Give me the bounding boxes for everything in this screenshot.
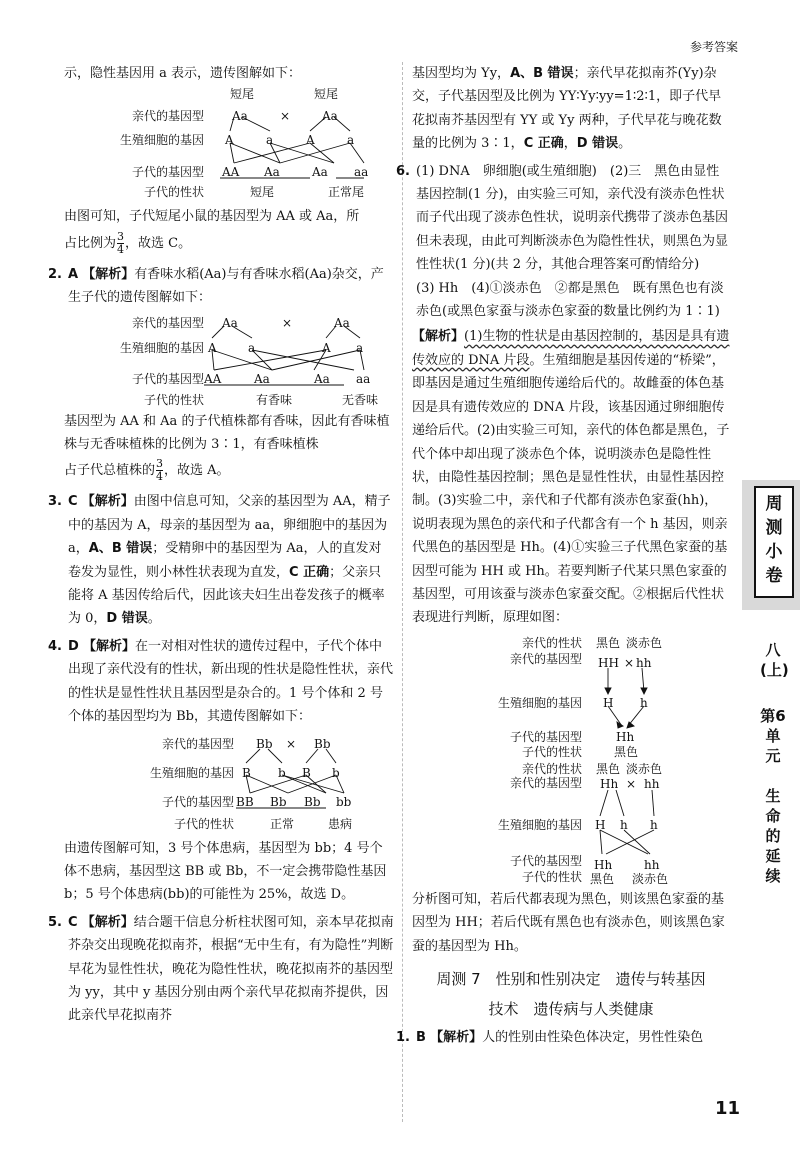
offspring-genotype: Aa xyxy=(312,165,328,180)
question-6 xyxy=(396,160,730,324)
analysis-label: 【解析】 xyxy=(412,329,465,345)
row-label-offspring-genotype: 子代的基因型 xyxy=(509,853,582,868)
offspring-genotype: Hh xyxy=(594,857,613,872)
offspring-genotype: Bb xyxy=(270,794,287,809)
verdict: D 错误 xyxy=(576,136,619,152)
text: 由图中信息可知，父亲的基因型为 AA，精子中的基因为 A，母亲的基因型为 aa，卵细胞中的基因为 a， xyxy=(68,494,391,557)
key-point: (1)生物的性状是由基因控制的，基因是具有遗传效应的 DNA 片段 xyxy=(412,329,730,368)
text: 。 xyxy=(147,611,161,627)
question-5-continued xyxy=(412,62,730,156)
cross-symbol: × xyxy=(286,736,297,751)
cross-symbol: × xyxy=(626,776,637,791)
analysis-6 xyxy=(412,325,730,629)
gamete: A xyxy=(322,340,331,355)
text: ，故选 A。 xyxy=(164,463,230,479)
offspring-genotype: Aa xyxy=(264,165,280,180)
side-tab-box xyxy=(754,486,794,598)
verdict: C 正确 xyxy=(289,564,330,580)
text: 占子代总植株的 xyxy=(64,463,156,479)
parent-genotype: HH xyxy=(598,655,619,670)
parent-trait-2: 短尾 xyxy=(314,87,339,102)
parent-trait: 淡赤色 xyxy=(626,635,663,650)
conclusion-1-line2 xyxy=(64,229,394,259)
conclusion-4: 由遗传图解可知，3 号个体患病，基因型为 bb；4 号个体不患病，基因型这 BB 或 Bb，不一定会携带隐性基因 b；5 号个体患病(bb)的可能性为 25%，故选 D。 xyxy=(64,840,387,903)
row-label-gametes: 生殖细胞的基因 xyxy=(119,133,204,148)
offspring-trait: 短尾 xyxy=(250,185,275,200)
analysis-conclusion: 分析图可知，若后代都表现为黑色，则该黑色家蚕的基因型为 HH；若后代既有黑色也有淡赤色，则该黑色家蚕的基因型为 Hh。 xyxy=(412,891,725,954)
row-label-offspring-trait: 子代的性状 xyxy=(521,744,582,759)
row-label-offspring-trait: 子代的性状 xyxy=(143,185,204,200)
text: 在一对相对性状的遗传过程中，子代个体中出现了亲代没有的性状，新出现的性状是隐性性状，亲代的性状是显性性状且基因型是杂合的。1 号个体和 2 号个体的基因型均为 Bb，其遗传图解如下： xyxy=(68,638,394,725)
question-number: 4. xyxy=(48,638,62,654)
text: 结合题干信息分析柱状图可知，亲本早花拟南芥杂交出现晚花拟南芥，根据“无中生有，有为隐性”判断早花为显性性状，晚花为隐性性状，晚花拟南芥的基因型为 yy，其中 y 基因分别由两个亲代早花拟南芥提供，因此亲代早花拟南芥 xyxy=(68,914,394,1024)
gamete: a xyxy=(266,133,274,148)
row-label-gametes: 生殖细胞的基因 xyxy=(497,695,582,710)
offspring-genotype: Aa xyxy=(254,371,270,386)
genetic-diagram-4 xyxy=(64,729,394,837)
question-number: 2. xyxy=(48,266,62,282)
parent-trait: 黑色 xyxy=(596,635,621,650)
row-label-offspring-trait: 子代的性状 xyxy=(173,816,234,831)
answer: D xyxy=(68,638,79,654)
parent-genotype-1: Aa xyxy=(232,109,248,124)
side-unit: 第6单元 xyxy=(760,707,786,765)
answer: C xyxy=(68,914,78,930)
gamete: h xyxy=(620,817,628,832)
cross-symbol: × xyxy=(624,655,635,670)
row-label-offspring-genotype: 子代的基因型 xyxy=(161,794,234,809)
fraction xyxy=(117,231,124,256)
analysis-label: 【解析】 xyxy=(81,914,134,930)
row-label-offspring-trait: 子代的性状 xyxy=(521,869,582,884)
question-1 xyxy=(396,1026,730,1049)
answer: C xyxy=(68,494,78,510)
parent-trait-1: 短尾 xyxy=(230,87,255,102)
row-label-offspring-genotype: 子代的基因型 xyxy=(131,371,204,386)
text: 基因型均为 Yy， xyxy=(412,66,511,81)
parent-genotype: hh xyxy=(636,655,652,670)
side-grade: 八(上) xyxy=(760,641,789,679)
section-title-line2: 技术 遗传病与人类健康 xyxy=(488,999,654,1018)
row-label-parent-trait: 亲代的性状 xyxy=(521,761,582,776)
offspring-genotype: aa xyxy=(356,371,371,386)
offspring-genotype: bb xyxy=(336,794,352,809)
numerator: 3 xyxy=(117,229,125,243)
offspring-trait: 淡赤色 xyxy=(632,871,669,886)
parent-genotype-2: Aa xyxy=(334,315,350,330)
row-label-parent-genotype: 亲代的基因型 xyxy=(509,775,582,790)
analysis-label: 【解析】 xyxy=(81,494,134,510)
question-number: 1. xyxy=(396,1029,410,1045)
text: 。生殖细胞是基因传递的“桥梁”，即基因是通过生殖细胞传递给后代的。故雌蚕的体色基因是具有遗传效应的 DNA 片段，该基因通过卵细胞传递给后代。(2)由实验三可知，亲代的体色都是黑色，子代个体中却出现了淡赤色个体，说明淡赤色是隐性性状，由隐性基因控制；黑色是显性性状，由显性基因控制。(3)实验二中，亲代和子代都有淡赤色家蚕(hh)，说明表现为黑色的亲代和子代都含有一个 h 基因，则亲代黑色的基因型是 Hh。(4)①实验三子代黑色家蚕的基因型可能为 HH 或 Hh。若要判断子代某只黑色家蚕的基因型，可用该蚕与淡赤色家蚕交配。②根据后代性状表现进行判断，原理如图： xyxy=(412,352,730,626)
offspring-genotype: aa xyxy=(354,165,369,180)
gamete: A xyxy=(306,133,315,148)
parent-genotype-1: Aa xyxy=(222,315,238,330)
text: 人的性别由性染色体决定，男性性染色 xyxy=(482,1029,704,1045)
offspring-genotype: AA xyxy=(222,165,240,180)
text: 。 xyxy=(618,136,632,152)
offspring-trait: 无香味 xyxy=(342,392,379,407)
parent-genotype-2: Aa xyxy=(322,109,338,124)
text: ， xyxy=(563,136,577,152)
offspring-trait: 有香味 xyxy=(256,392,293,407)
verdict: A、B 错误 xyxy=(88,541,153,557)
numerator: 3 xyxy=(156,457,164,471)
fraction xyxy=(156,458,163,483)
left-column xyxy=(48,62,394,1028)
denominator: 4 xyxy=(156,470,164,484)
answer: A xyxy=(68,266,79,282)
row-label-parent-genotype: 亲代的基因型 xyxy=(509,651,582,666)
question-5 xyxy=(48,911,394,1028)
gamete: h xyxy=(640,695,648,710)
answer: B xyxy=(416,1029,426,1045)
text: 占比例为 xyxy=(64,235,117,251)
gamete: b xyxy=(332,765,340,780)
analysis-label: 【解析】 xyxy=(82,266,135,282)
conclusion-2-line2 xyxy=(64,456,394,486)
gamete: B xyxy=(242,765,251,780)
row-label-parent-genotype: 亲代的基因型 xyxy=(131,315,204,330)
cross-symbol: × xyxy=(282,315,293,330)
question-4 xyxy=(48,635,394,729)
gamete: b xyxy=(278,765,286,780)
gamete: A xyxy=(208,340,217,355)
verdict: D 错误 xyxy=(106,611,148,627)
text: ；父亲只能将 A 基因传给后代，因此该夫妇生出卷发孩子的概率为 0， xyxy=(68,564,385,627)
parent-genotype-1: Bb xyxy=(256,736,273,751)
parent-trait: 淡赤色 xyxy=(626,761,663,776)
section-title-line1: 周测 7 性别和性别决定 遗传与转基因 xyxy=(436,969,706,988)
parent-trait: 黑色 xyxy=(596,761,621,776)
genetic-diagram-2 xyxy=(64,310,394,410)
parent-genotype: hh xyxy=(644,776,660,791)
row-label-parent-genotype: 亲代的基因型 xyxy=(131,109,204,124)
conclusion-2: 基因型为 AA 和 Aa 的子代植株都有香味，因此有香味植株与无香味植株的比例为 3∶1，有香味植株 xyxy=(64,413,390,453)
row-label-offspring-trait: 子代的性状 xyxy=(143,392,204,407)
gamete: a xyxy=(356,340,364,355)
gamete: H xyxy=(595,817,606,832)
row-label-parent-genotype: 亲代的基因型 xyxy=(161,736,234,751)
parent-genotype-2: Bb xyxy=(314,736,331,751)
genetic-diagram-b xyxy=(412,758,730,888)
gamete: a xyxy=(347,133,355,148)
offspring-trait: 正常尾 xyxy=(328,185,365,200)
offspring-trait: 患病 xyxy=(328,816,353,831)
row-label-offspring-genotype: 子代的基因型 xyxy=(131,165,204,180)
text: ；亲代早花拟南芥(Yy)杂交，子代基因型及比例为 YY∶Yy∶yy=1∶2∶1，即子代早花拟南芥基因型有 YY 或 Yy 两种，子代早花与晚花数量的比例为 3∶1， xyxy=(412,66,722,152)
right-column xyxy=(396,62,730,1049)
row-label-offspring-genotype: 子代的基因型 xyxy=(509,729,582,744)
analysis-label: 【解析】 xyxy=(430,1029,483,1045)
text: 有香味水稻(Aa)与有香味水稻(Aa)杂交，产生子代的遗传图解如下： xyxy=(68,266,384,306)
gamete: A xyxy=(225,133,234,148)
genetic-diagram-a xyxy=(412,630,730,758)
offspring-genotype: Bb xyxy=(304,794,321,809)
answer-text: (1) DNA 卵细胞(或生殖细胞) (2)三 黑色由显性基因控制(1 分)，由实验三可知，亲代没有淡赤色性状而子代出现了淡赤色性状，说明亲代携带了淡赤色基因但未表现，由此可判断淡赤色为隐性性状，则黑色为显性性状(1 分)(共 2 分，其他合理答案可酌情给分) (3) Hh (4)①淡赤色 ②都是黑色 既有黑色也有淡赤色(或黑色家蚕与淡赤色家蚕的数量比例约为 1∶1) xyxy=(416,163,729,320)
conclusion-1: 由图可知，子代短尾小鼠的基因型为 AA 或 Aa，所 xyxy=(64,209,360,225)
offspring-genotype: hh xyxy=(644,857,660,872)
row-label-gametes: 生殖细胞的基因 xyxy=(497,817,582,832)
question-number: 6. xyxy=(396,163,410,179)
row-label-gametes: 生殖细胞的基因 xyxy=(149,765,234,780)
verdict: C 正确 xyxy=(523,136,564,152)
gamete: B xyxy=(302,765,311,780)
verdict: A、B 错误 xyxy=(510,66,574,81)
question-3 xyxy=(48,490,394,630)
gamete: H xyxy=(603,695,614,710)
page-number: 11 xyxy=(714,1098,740,1119)
analysis-label: 【解析】 xyxy=(82,638,135,654)
question-2 xyxy=(48,263,394,310)
text: ；受精卵中的基因型为 Aa，人的直发对卷发为显性，则小林性状表现为直发， xyxy=(68,541,382,580)
side-topic: 生命的延续 xyxy=(765,787,781,885)
row-label-parent-trait: 亲代的性状 xyxy=(521,635,582,650)
cross-symbol: × xyxy=(280,109,291,124)
offspring-genotype: AA xyxy=(204,371,222,386)
side-tab-label: 周测小卷 xyxy=(765,494,783,586)
genetic-diagram-1 xyxy=(64,85,394,205)
page-header: 参考答案 xyxy=(689,40,738,54)
parent-genotype: Hh xyxy=(600,776,619,791)
row-label-gametes: 生殖细胞的基因 xyxy=(119,340,204,355)
offspring-genotype: Aa xyxy=(314,371,330,386)
intro-text: 示，隐性基因用 a 表示，遗传图解如下： xyxy=(64,66,302,81)
gamete: h xyxy=(650,817,658,832)
offspring-trait: 正常 xyxy=(270,816,295,831)
gamete: a xyxy=(248,340,256,355)
offspring-trait: 黑色 xyxy=(590,871,615,886)
offspring-genotype: Hh xyxy=(616,729,635,744)
offspring-trait: 黑色 xyxy=(614,744,639,759)
text: ，故选 C。 xyxy=(125,235,192,251)
question-number: 5. xyxy=(48,914,62,930)
denominator: 4 xyxy=(117,242,125,256)
question-number: 3. xyxy=(48,494,62,510)
offspring-genotype: BB xyxy=(236,794,254,809)
